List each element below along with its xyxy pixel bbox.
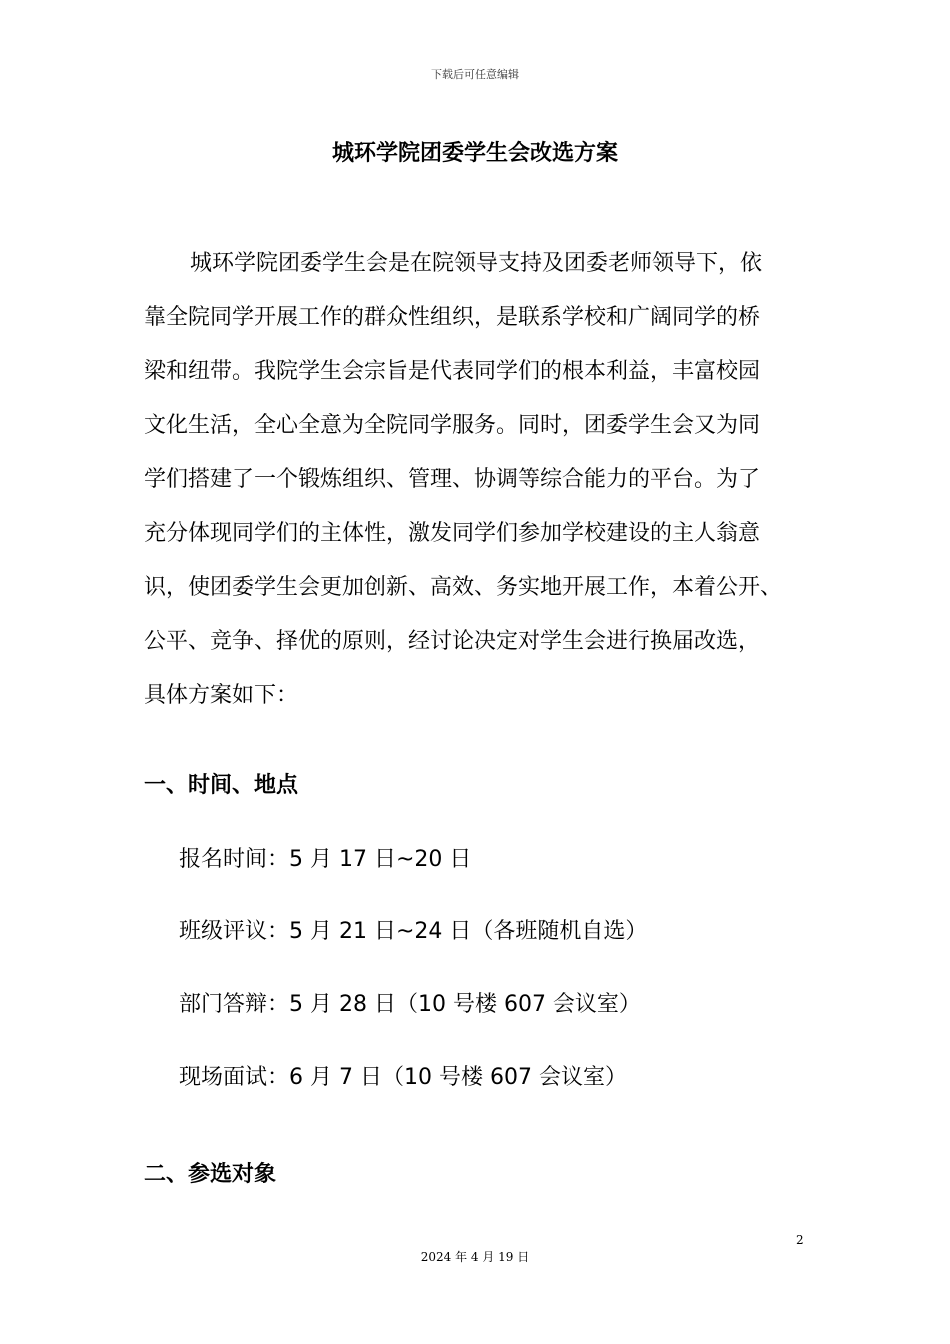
intro-line: 充分体现同学们的主体性，激发同学们参加学校建设的主人翁意 — [144, 521, 761, 546]
intro-line: 梁和纽带。我院学生会宗旨是代表同学们的根本利益，丰富校园 — [144, 359, 761, 384]
section-heading-time-location: 一、时间、地点 — [144, 773, 299, 798]
intro-line: 城环学院团委学生会是在院领导支持及团委老师领导下，依 — [190, 251, 763, 276]
schedule-item-department-defense: 部门答辩：5 月 28 日（10 号楼 607 会议室） — [179, 992, 641, 1017]
intro-line: 学们搭建了一个锻炼组织、管理、协调等综合能力的平台。为了 — [144, 467, 761, 492]
schedule-item-registration: 报名时间：5 月 17 日~20 日 — [179, 847, 472, 872]
header-note: 下载后可任意编辑 — [431, 68, 519, 81]
intro-line: 靠全院同学开展工作的群众性组织，是联系学校和广阔同学的桥 — [144, 305, 761, 330]
section-heading-candidates: 二、参选对象 — [144, 1162, 277, 1187]
page-number: 2 — [796, 1233, 804, 1247]
intro-line: 识，使团委学生会更加创新、高效、务实地开展工作，本着公开、 — [144, 575, 783, 600]
footer-date: 2024 年 4 月 19 日 — [420, 1250, 530, 1264]
intro-paragraph — [144, 237, 804, 723]
schedule-item-class-review: 班级评议：5 月 21 日~24 日（各班随机自选） — [179, 919, 648, 944]
intro-line: 文化生活，全心全意为全院同学服务。同时，团委学生会又为同 — [144, 413, 761, 438]
intro-line: 公平、竞争、择优的原则，经讨论决定对学生会进行换届改选， — [144, 629, 761, 654]
schedule-item-interview: 现场面试：6 月 7 日（10 号楼 607 会议室） — [179, 1065, 627, 1090]
document-title: 城环学院团委学生会改选方案 — [331, 141, 618, 166]
intro-line: 具体方案如下： — [144, 683, 299, 708]
